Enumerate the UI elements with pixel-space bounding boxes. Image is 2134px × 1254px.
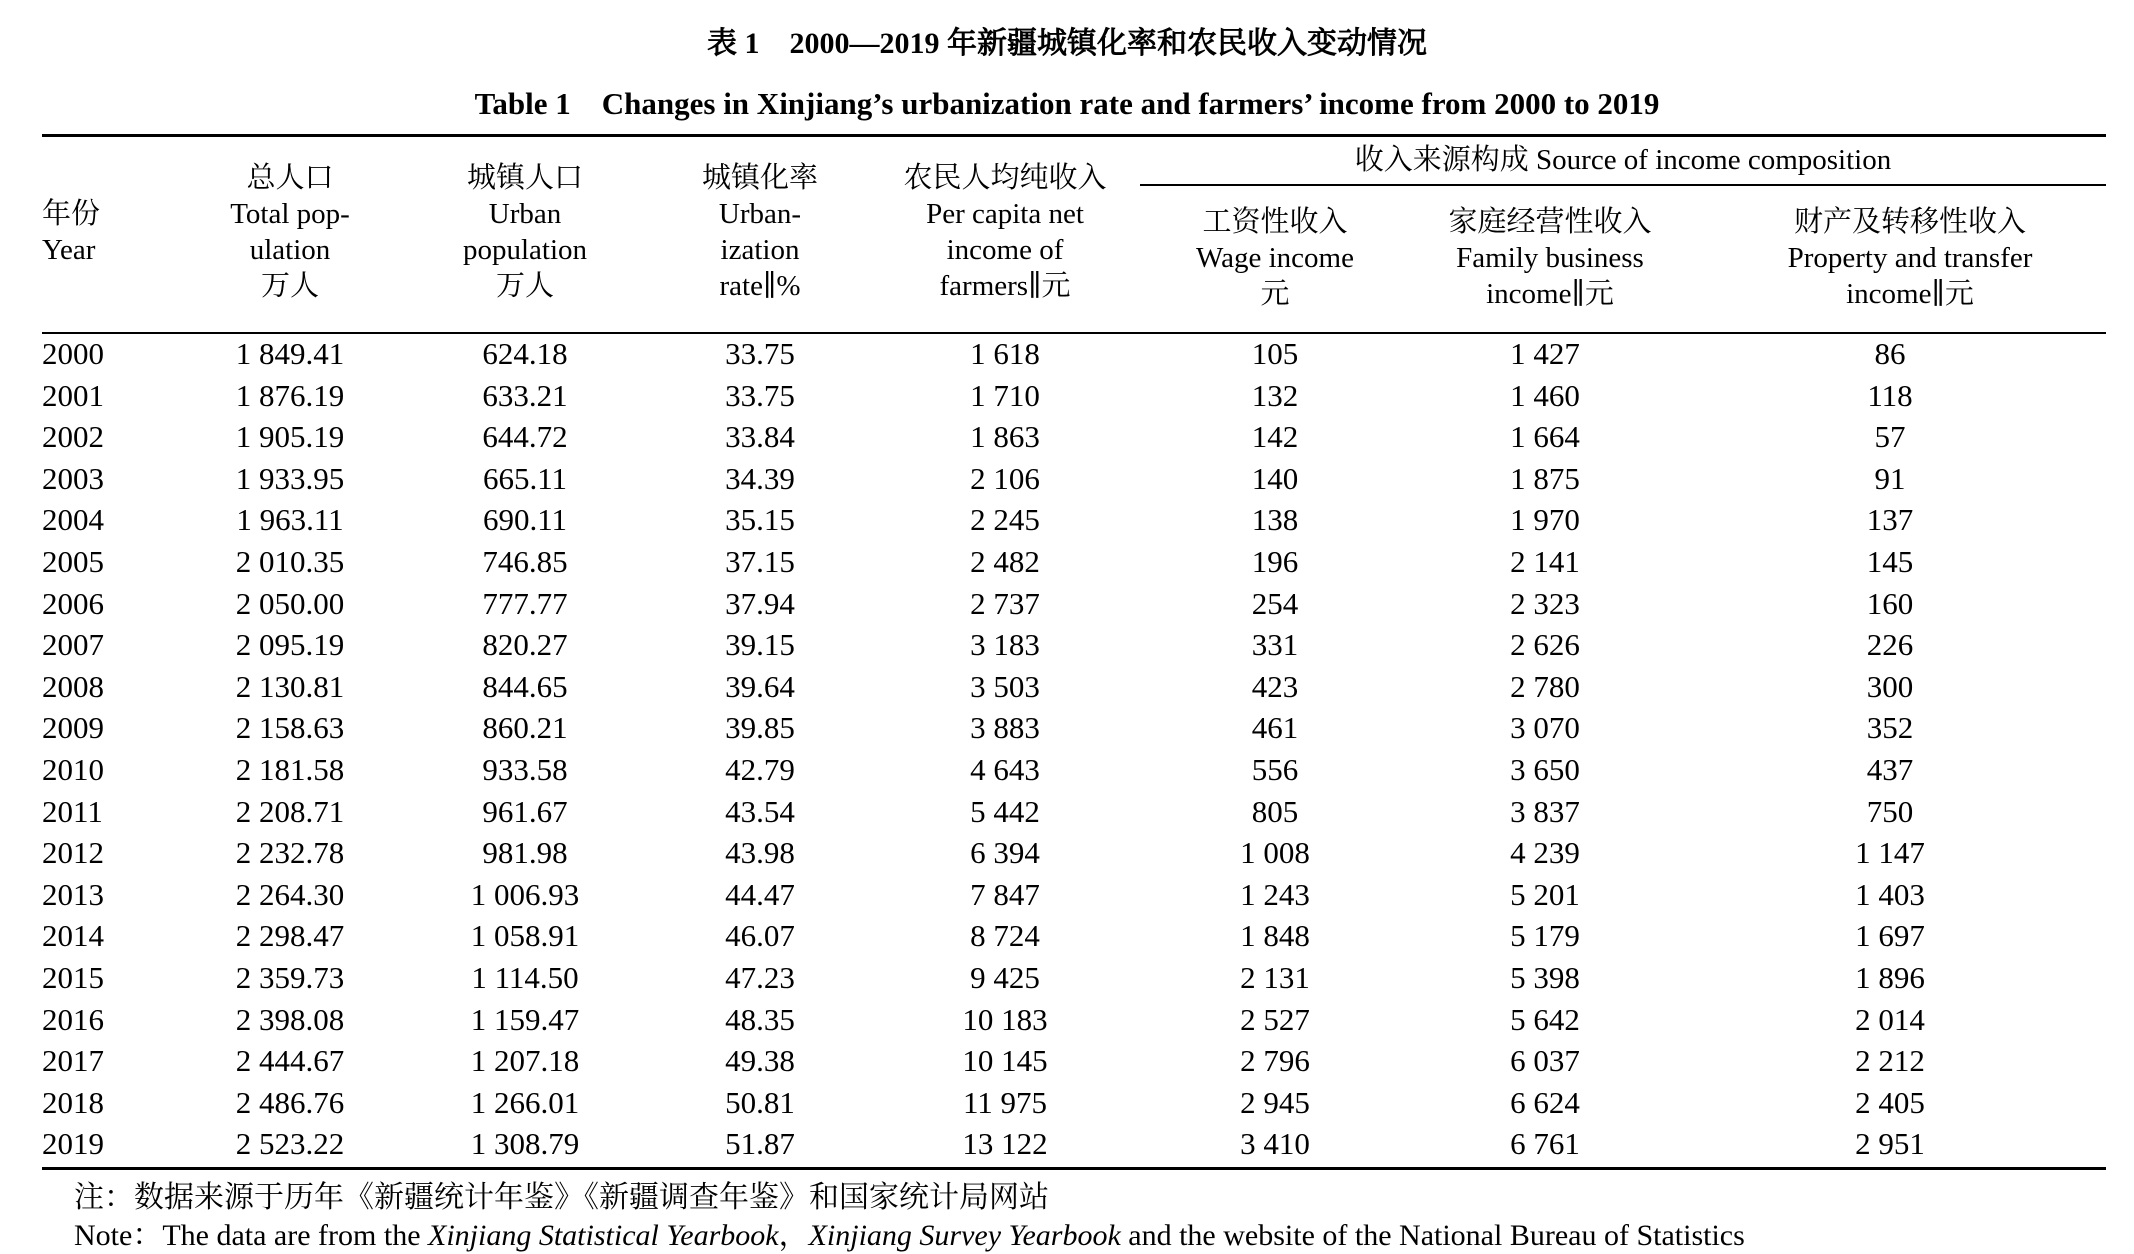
cell-year: 2008 [42,668,104,704]
cell-year: 2001 [42,377,104,413]
cell-net-income: 9 425 [970,960,1040,995]
cell-total-pop: 2 486.76 [235,1084,345,1120]
cell-net-income: 5 442 [970,793,1040,829]
cell-property-income: 2 212 [1855,1043,1925,1079]
cell-family-income: 3 837 [1510,793,1580,829]
cell-net-income: 2 482 [970,544,1040,579]
cell-total-pop: 1 933.95 [235,460,345,496]
cell-urban-rate: 50.81 [725,1084,795,1120]
cell-net-income: 10 183 [962,1001,1048,1037]
cell-property-income: 1 403 [1855,876,1925,912]
header-bottom-rule [42,332,2106,334]
cell-net-income: 1 710 [970,377,1040,413]
cell-family-income: 1 460 [1510,377,1580,413]
header-urban-pop-en2: population [462,234,588,266]
cell-family-income: 3 650 [1510,752,1580,787]
header-wage [1140,204,1410,312]
cell-family-income: 1 875 [1510,460,1580,496]
cell-urban-rate: 42.79 [725,752,795,787]
cell-property-income: 137 [1866,502,1914,538]
cell-net-income: 7 847 [970,876,1040,912]
cell-wage-income: 254 [1251,585,1299,621]
cell-urban-rate: 43.98 [725,835,795,871]
cell-urban-rate: 33.75 [725,377,795,413]
cell-year: 2007 [42,627,104,663]
header-net-income-unit: farmers∥元 [939,270,1071,302]
cell-total-pop: 2 181.58 [235,752,345,787]
cell-property-income: 1 697 [1855,918,1925,954]
cell-total-pop: 2 010.35 [235,544,345,579]
cell-property-income: 160 [1866,585,1914,621]
cell-family-income: 3 070 [1510,710,1580,746]
cell-total-pop: 2 050.00 [235,585,345,621]
header-family-cn: 家庭经营性收入 [1448,206,1652,238]
cell-urban-pop: 633.21 [482,377,568,413]
cell-urban-rate: 39.64 [725,668,795,704]
cell-year: 2017 [42,1043,104,1079]
cell-net-income: 4 643 [970,752,1040,787]
header-family [1410,204,1690,312]
cell-urban-rate: 34.39 [725,460,795,496]
cell-property-income: 118 [1867,377,1913,413]
cell-urban-rate: 37.94 [725,585,795,621]
cell-family-income: 5 642 [1510,1001,1580,1037]
cell-wage-income: 142 [1251,419,1299,455]
cell-wage-income: 138 [1251,502,1299,538]
bottom-rule [42,1167,2106,1170]
header-total-pop-en1: Total pop- [230,198,350,230]
cell-family-income: 4 239 [1510,835,1580,871]
cell-wage-income: 556 [1251,752,1299,787]
cell-family-income: 1 970 [1510,502,1580,538]
cell-property-income: 86 [1874,336,1906,371]
cell-urban-pop: 1 114.50 [471,960,579,995]
cell-total-pop: 2 298.47 [235,918,345,954]
cell-urban-pop: 624.18 [482,336,568,371]
cell-family-income: 5 179 [1510,918,1580,954]
cell-year: 2003 [42,460,104,496]
cell-urban-rate: 44.47 [725,876,795,912]
cell-total-pop: 2 130.81 [235,668,345,704]
cell-total-pop: 2 095.19 [235,627,345,663]
cell-year: 2016 [42,1001,104,1037]
cell-property-income: 1 147 [1855,835,1925,871]
cell-property-income: 352 [1866,710,1914,746]
cell-urban-pop: 1 207.18 [470,1043,580,1079]
header-property-unit: income∥元 [1846,278,1974,310]
cell-property-income: 437 [1866,752,1914,787]
cell-total-pop: 2 444.67 [235,1043,345,1079]
table-title-cn: 表 1 2000—2019 年新疆城镇化率和农民收入变动情况 [707,27,1427,60]
cell-total-pop: 2 264.30 [235,876,345,912]
note-en-sep: ， [778,1219,809,1252]
cell-wage-income: 1 008 [1240,835,1310,871]
cell-wage-income: 2 527 [1240,1001,1310,1037]
cell-urban-rate: 49.38 [725,1043,795,1079]
cell-urban-pop: 844.65 [482,668,568,704]
header-family-en: Family business [1456,242,1644,274]
cell-urban-pop: 1 266.01 [470,1084,580,1120]
cell-urban-pop: 1 058.91 [470,918,580,954]
group-rule [1140,184,2106,186]
header-year-en: Year [42,234,96,266]
cell-net-income: 2 245 [970,502,1040,538]
cell-wage-income: 331 [1251,627,1299,663]
cell-total-pop: 2 523.22 [235,1126,345,1162]
cell-net-income: 8 724 [970,918,1040,954]
cell-urban-rate: 51.87 [725,1126,795,1162]
cell-property-income: 2 014 [1855,1001,1925,1037]
cell-property-income: 2 951 [1855,1126,1925,1162]
cell-family-income: 2 626 [1510,627,1580,663]
header-income-group-label: 收入来源构成 Source of income composition [1354,144,1892,176]
cell-net-income: 10 145 [962,1043,1048,1079]
cell-wage-income: 132 [1251,377,1299,413]
cell-total-pop: 1 905.19 [235,419,345,455]
cell-property-income: 300 [1866,668,1914,704]
cell-wage-income: 3 410 [1240,1126,1310,1162]
cell-year: 2012 [42,835,104,871]
header-urban-rate-en2: ization [720,234,800,266]
cell-net-income: 2 106 [970,460,1040,496]
cell-family-income: 6 037 [1510,1043,1580,1079]
cell-wage-income: 1 243 [1240,876,1310,912]
cell-urban-pop: 860.21 [482,710,568,746]
cell-urban-rate: 47.23 [725,960,795,995]
header-total-pop [190,160,390,304]
header-year [42,196,100,268]
header-income-group [1140,142,2106,178]
cell-urban-rate: 39.15 [725,627,795,663]
cell-property-income: 57 [1874,419,1906,455]
cell-total-pop: 1 876.19 [235,377,345,413]
cell-year: 2000 [42,336,104,371]
cell-urban-pop: 644.72 [482,419,568,455]
header-urban-rate-cn: 城镇化率 [701,162,818,194]
cell-wage-income: 423 [1251,668,1299,704]
cell-property-income: 1 896 [1855,960,1925,995]
cell-urban-pop: 1 308.79 [470,1126,580,1162]
cell-urban-rate: 33.84 [725,419,795,455]
cell-net-income: 1 863 [970,419,1040,455]
cell-wage-income: 1 848 [1240,918,1310,954]
cell-urban-rate: 33.75 [725,336,795,371]
cell-wage-income: 2 131 [1240,960,1310,995]
header-property-cn: 财产及转移性收入 [1793,206,2026,238]
cell-year: 2010 [42,752,104,787]
cell-urban-rate: 46.07 [725,918,795,954]
cell-wage-income: 196 [1251,544,1299,579]
cell-year: 2014 [42,918,104,954]
cell-net-income: 13 122 [962,1126,1048,1162]
note-en-suffix: and the website of the National Bureau of Statistics [1120,1219,1745,1252]
cell-urban-pop: 690.11 [482,502,568,538]
header-urban-rate [660,160,860,304]
cell-family-income: 2 141 [1510,544,1580,579]
header-total-pop-cn: 总人口 [246,162,334,194]
cell-wage-income: 2 945 [1240,1084,1310,1120]
note-cn: 注：数据来源于历年《新疆统计年鉴》《新疆调查年鉴》和国家统计局网站 [74,1181,1049,1214]
header-urban-pop-cn: 城镇人口 [466,162,583,194]
header-urban-pop-unit: 万人 [495,270,554,302]
header-net-income-cn: 农民人均纯收入 [903,162,1107,194]
cell-property-income: 145 [1866,544,1914,579]
cell-total-pop: 2 359.73 [235,960,345,995]
cell-total-pop: 2 398.08 [235,1001,345,1037]
cell-net-income: 2 737 [970,585,1040,621]
cell-family-income: 6 761 [1510,1126,1580,1162]
cell-wage-income: 2 796 [1240,1043,1310,1079]
table-title-en: Table 1 Changes in Xinjiang’s urbanization rate and farmers’ income from 2000 to 2019 [474,86,1660,121]
header-property-en: Property and transfer [1787,242,2033,274]
note-en-prefix: Note：The data are from the [74,1219,429,1252]
cell-net-income: 3 503 [970,668,1040,704]
header-net-income-en1: Per capita net [926,198,1084,230]
cell-year: 2011 [42,793,103,829]
cell-urban-pop: 746.85 [482,544,568,579]
cell-urban-rate: 37.15 [725,544,795,579]
cell-urban-rate: 43.54 [725,793,795,829]
cell-year: 2006 [42,585,104,621]
cell-family-income: 1 664 [1510,419,1580,455]
cell-year: 2005 [42,544,104,579]
header-urban-rate-unit: rate∥% [719,270,801,302]
header-property [1730,204,2090,312]
cell-wage-income: 805 [1251,793,1299,829]
cell-net-income: 3 883 [970,710,1040,746]
cell-urban-pop: 1 006.93 [470,876,580,912]
cell-year: 2013 [42,876,104,912]
cell-year: 2009 [42,710,104,746]
cell-urban-pop: 820.27 [482,627,568,663]
cell-property-income: 91 [1874,460,1906,496]
cell-urban-pop: 933.58 [482,752,568,787]
header-total-pop-unit: 万人 [260,270,319,302]
cell-year: 2004 [42,502,104,538]
cell-total-pop: 2 232.78 [235,835,345,871]
header-urban-pop-en1: Urban [488,198,562,230]
cell-family-income: 2 780 [1510,668,1580,704]
header-net-income-en2: income of [946,234,1064,266]
cell-urban-pop: 665.11 [482,460,568,496]
cell-year: 2019 [42,1126,104,1162]
header-urban-pop [420,160,630,304]
cell-wage-income: 140 [1251,460,1299,496]
cell-urban-pop: 777.77 [482,585,568,621]
cell-net-income: 1 618 [970,336,1040,371]
cell-total-pop: 1 849.41 [235,336,345,371]
cell-total-pop: 2 158.63 [235,710,345,746]
cell-wage-income: 105 [1251,336,1299,371]
cell-year: 2018 [42,1084,104,1120]
header-urban-rate-en1: Urban- [718,198,802,230]
note-en-source1: Xinjiang Statistical Yearbook [428,1219,779,1252]
cell-family-income: 5 398 [1510,960,1580,995]
cell-year: 2015 [42,960,104,995]
cell-urban-rate: 39.85 [725,710,795,746]
cell-urban-pop: 981.98 [482,835,568,871]
cell-family-income: 6 624 [1510,1084,1580,1120]
cell-wage-income: 461 [1251,710,1299,746]
cell-net-income: 6 394 [970,835,1040,871]
cell-urban-pop: 961.67 [482,793,568,829]
cell-year: 2002 [42,419,104,455]
cell-total-pop: 1 963.11 [236,502,344,538]
header-net-income [880,160,1130,304]
header-wage-en: Wage income [1196,242,1354,274]
cell-family-income: 2 323 [1510,585,1580,621]
header-year-cn: 年份 [42,198,101,230]
cell-property-income: 226 [1866,627,1914,663]
cell-property-income: 2 405 [1855,1084,1925,1120]
cell-total-pop: 2 208.71 [235,793,345,829]
header-total-pop-en2: ulation [249,234,331,266]
cell-net-income: 11 975 [962,1084,1048,1120]
cell-property-income: 750 [1866,793,1914,829]
cell-urban-pop: 1 159.47 [470,1001,580,1037]
header-wage-unit: 元 [1260,278,1290,310]
header-wage-cn: 工资性收入 [1202,206,1348,238]
cell-net-income: 3 183 [970,627,1040,663]
cell-urban-rate: 48.35 [725,1001,795,1037]
cell-family-income: 1 427 [1510,336,1580,371]
top-rule [42,134,2106,137]
cell-family-income: 5 201 [1510,876,1580,912]
cell-urban-rate: 35.15 [725,502,795,538]
header-family-unit: income∥元 [1486,278,1614,310]
note-en-source2: Xinjiang Survey Yearbook [808,1219,1121,1252]
note-en [74,1210,1745,1254]
